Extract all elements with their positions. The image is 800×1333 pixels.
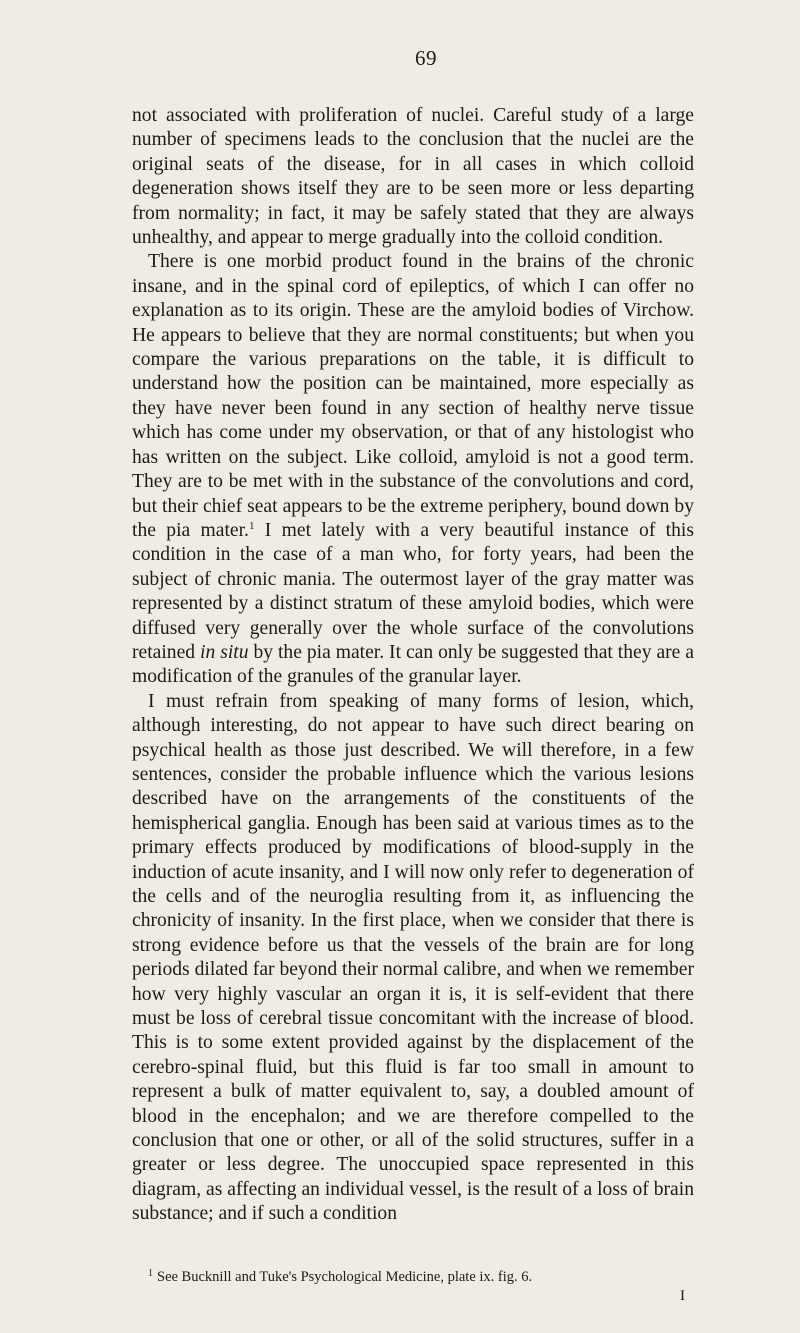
paragraph-2-text-a: There is one morbid product found in the brains of the chronic insane, and in the spinal cord of epileptics, of which I can offer no explanation as to its origin. These are the amyloid bodies of Virchow. He appears to believe that they are normal constituents; but when you compare the various preparations on the table, it is difficult to understand how the position can be maintained, more especially as they have never been found in any section of healthy nerve tissue which has come under my observation, or that of any histologist who has written on the subject. Like colloid, amyloid is not a good term. They are to be met with in the substance of the convolutions and cord, but their chief seat appears to be the extreme periphery, bound down by the pia mater. (132, 251, 694, 541)
footnote (132, 1268, 694, 1286)
body-text (132, 104, 694, 1227)
footnote-reference: 1 (248, 519, 255, 532)
paragraph-2-text-b: I met lately with a very beautiful instance of this condition in the case of a man who, for forty years, had been the subject of chronic mania. The outermost layer of the gray matter was represented by a distinct stratum of these amyloid bodies, which were diffused very generally over the whole surface of the convolutions retained (132, 519, 694, 663)
signature-mark: I (680, 1288, 685, 1304)
italic-phrase: in situ (200, 641, 249, 663)
paragraph-2 (132, 250, 694, 689)
footnote-mark: 1 (148, 1268, 153, 1279)
paragraph-1: not associated with proliferation of nuclei. Careful study of a large number of specimens leads to the conclusion that the nuclei are the original seats of the disease, for in all cases in which colloid degeneration shows itself they are to be seen more or less departing from normality; in fact, it may be safely stated that they are always unhealthy, and appear to merge gradually into the colloid condition. (132, 105, 694, 249)
paragraph-3: I must refrain from speaking of many forms of lesion, which, although interesting, do not appear to have such direct bearing on psychical health as those just described. We will therefore, in a few sentences, consider the probable influence which the various lesions described have on the arrangements of the constituents of the hemispherical ganglia. Enough has been said at various times as to the primary effects produced by modifications of blood-supply in the induction of acute insanity, and I will now only refer to degeneration of the cells and of the neuroglia resulting from it, as influencing the chronicity of insanity. In the first place, when we consider that there is strong evidence before us that the vessels of the brain are for long periods dilated far beyond their normal calibre, and when we remember how very highly vascular an organ it is, it is self-evident that there must be loss of cerebral tissue concomitant with the increase of blood. This is to some extent provided against by the displacement of the cerebro-spinal fluid, but this fluid is far too small in amount to represent a bulk of matter equivalent to, say, a doubled amount of blood in the encephalon; and we are therefore compelled to the conclusion that one or other, or all of the solid structures, suffer in a greater or less degree. The unoccupied space represented in this diagram, as affecting an individual vessel, is the result of a loss of brain substance; and if such a condition (132, 690, 695, 1225)
paragraph-2-text-c: by the pia mater. It can only be suggested that they are a modification of the granules of the granular layer. (132, 641, 694, 688)
page-number: 69 (415, 46, 437, 70)
footnote-text: See Bucknill and Tuke's Psychological Medicine, plate ix. fig. 6. (157, 1269, 533, 1285)
